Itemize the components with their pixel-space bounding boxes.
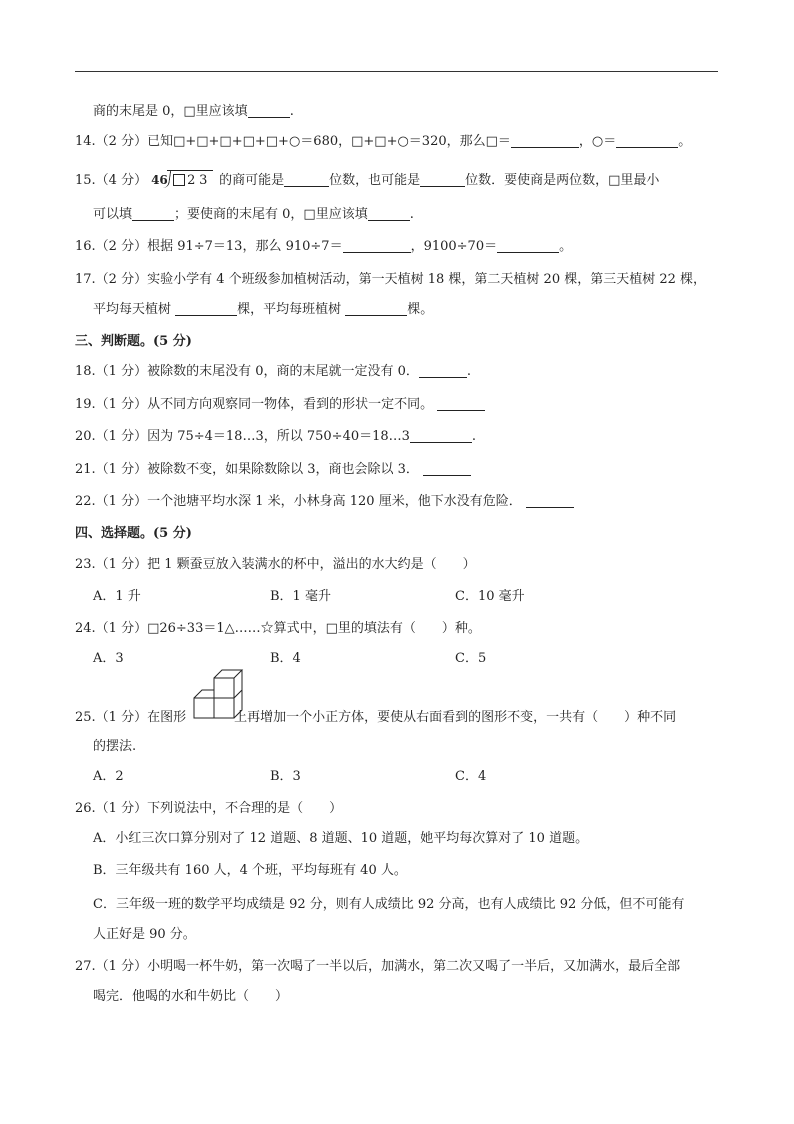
- q23-option-a[interactable]: A．1 升: [93, 589, 141, 604]
- q25-text: 上再增加一个小正方体，要使从右面看到的图形不变，一共有（ ）种不同: [234, 710, 677, 725]
- question-27: 27.（1 分）小明喝一杯牛奶，第一次喝了一半以后，加满水，第二次又喝了一半后，又加满水，最后全部: [75, 959, 681, 974]
- answer-blank[interactable]: [526, 493, 574, 508]
- question-15-cont: [93, 205, 414, 225]
- question-20: [75, 427, 476, 447]
- q15-text: 的商可能是: [219, 173, 285, 188]
- question-17-cont: [93, 300, 433, 320]
- answer-blank[interactable]: [284, 172, 329, 187]
- q15-text: .: [409, 207, 414, 222]
- answer-blank[interactable]: [132, 206, 174, 221]
- question-19: [75, 395, 485, 415]
- dividend-digit: 2: [187, 173, 196, 188]
- answer-blank[interactable]: [410, 428, 472, 443]
- question-15: [75, 170, 659, 191]
- unknown-square-icon: [173, 174, 185, 186]
- answer-blank[interactable]: [437, 396, 485, 411]
- q17-text: 平均每天植树: [93, 302, 176, 317]
- section-heading-judgement: 三、判断题。(5 分): [75, 334, 192, 349]
- q16-text: 。: [559, 239, 573, 254]
- q24-option-b[interactable]: B．4: [270, 651, 301, 666]
- question-25: [75, 708, 676, 728]
- q14-text: 14.（2 分）已知□+□+□+□+□+○＝680，□+□+○＝320，那么□＝: [75, 134, 511, 149]
- question-16: [75, 237, 572, 257]
- answer-blank[interactable]: [343, 238, 411, 253]
- q17-text: 棵，平均每班植树: [237, 302, 346, 317]
- header-rule: [75, 71, 718, 72]
- q22-text: 22.（1 分）一个池塘平均水深 1 米，小林身高 120 厘米，他下水没有危险．: [75, 494, 526, 509]
- q26-option-c[interactable]: C．三年级一班的数学平均成绩是 92 分，则有人成绩比 92 分高，也有人成绩比 92 分低，但不可能有: [93, 897, 685, 912]
- answer-blank[interactable]: [511, 133, 579, 148]
- q19-text: 19.（1 分）从不同方向观察同一物体，看到的形状一定不同。: [75, 397, 438, 412]
- q14-mid: ，○＝: [578, 134, 617, 149]
- q25-option-b[interactable]: B．3: [270, 769, 301, 784]
- answer-blank[interactable]: [419, 363, 467, 378]
- answer-blank[interactable]: [368, 206, 410, 221]
- question-17: [75, 270, 706, 290]
- question-14: [75, 132, 691, 152]
- answer-blank[interactable]: [423, 461, 471, 476]
- answer-blank[interactable]: [497, 238, 559, 253]
- long-division-figure: [151, 170, 213, 188]
- answer-blank[interactable]: [345, 301, 407, 316]
- q13-continuation: [93, 102, 294, 122]
- q26-option-c-cont: 人正好是 90 分。: [93, 927, 196, 942]
- question-24: 24.（1 分）□26÷33＝1△……☆算式中，□里的填法有（ ）种。: [75, 621, 481, 636]
- question-25-cont: 的摆法.: [93, 739, 137, 754]
- question-18: [75, 362, 471, 382]
- question-21: [75, 460, 471, 480]
- dividend-digit: 3: [199, 173, 208, 188]
- question-23: 23.（1 分）把 1 颗蚕豆放入装满水的杯中，溢出的水大约是（ ）: [75, 557, 476, 572]
- q17-text: 17.（2 分）实验小学有 4 个班级参加植树活动，第一天植树 18 棵，第二天植树 20 棵，第三天植树 22 棵，: [75, 272, 707, 287]
- q16-text: 16.（2 分）根据 91÷7＝13，那么 910÷7＝: [75, 239, 343, 254]
- punct: .: [289, 104, 294, 119]
- q15-prefix: 15.（4 分）: [75, 173, 148, 188]
- q26-option-a[interactable]: A．小红三次口算分别对了 12 道题、8 道题、10 道题，她平均每次算对了 10 道题。: [93, 831, 589, 846]
- q23-option-c[interactable]: C．10 毫升: [455, 589, 525, 604]
- q20-text: 20.（1 分）因为 75÷4＝18…3，所以 750÷40＝18…3: [75, 429, 410, 444]
- q13-text: 商的末尾是 0，□里应该填: [93, 104, 248, 119]
- q24-option-c[interactable]: C．5: [455, 651, 487, 666]
- q23-option-b[interactable]: B．1 毫升: [270, 589, 331, 604]
- answer-blank[interactable]: [175, 301, 237, 316]
- q14-end: 。: [678, 134, 692, 149]
- q18-text: 18.（1 分）被除数的末尾没有 0，商的末尾就一定没有 0．: [75, 364, 419, 379]
- q25-option-c[interactable]: C．4: [455, 769, 487, 784]
- answer-blank[interactable]: [420, 172, 465, 187]
- section-heading-choice: 四、选择题。(5 分): [75, 526, 192, 541]
- q24-option-a[interactable]: A．3: [93, 651, 124, 666]
- q15-text: ；要使商的末尾有 0，□里应该填: [174, 207, 368, 222]
- question-27-cont: 喝完．他喝的水和牛奶比（ ）: [93, 989, 289, 1004]
- divisor: 46: [151, 173, 168, 187]
- question-26: 26.（1 分）下列说法中，不合理的是（ ）: [75, 801, 343, 816]
- q17-text: 棵。: [407, 302, 434, 317]
- punct: .: [466, 364, 472, 379]
- q25-option-a[interactable]: A．2: [93, 769, 124, 784]
- punct: .: [471, 429, 477, 444]
- answer-blank[interactable]: [248, 103, 290, 118]
- q15-text: 位数，也可能是: [329, 173, 421, 188]
- q21-text: 21.（1 分）被除数不变，如果除数除以 3，商也会除以 3．: [75, 462, 424, 477]
- q25-text: 25.（1 分）在图形: [75, 710, 187, 725]
- answer-blank[interactable]: [616, 133, 678, 148]
- q16-text: ，9100÷70＝: [410, 239, 498, 254]
- q26-option-b[interactable]: B．三年级共有 160 人，4 个班，平均每班有 40 人。: [93, 863, 407, 878]
- question-22: [75, 492, 574, 512]
- q15-text: 可以填: [93, 207, 133, 222]
- q15-text: 位数．要使商是两位数，□里最小: [465, 173, 660, 188]
